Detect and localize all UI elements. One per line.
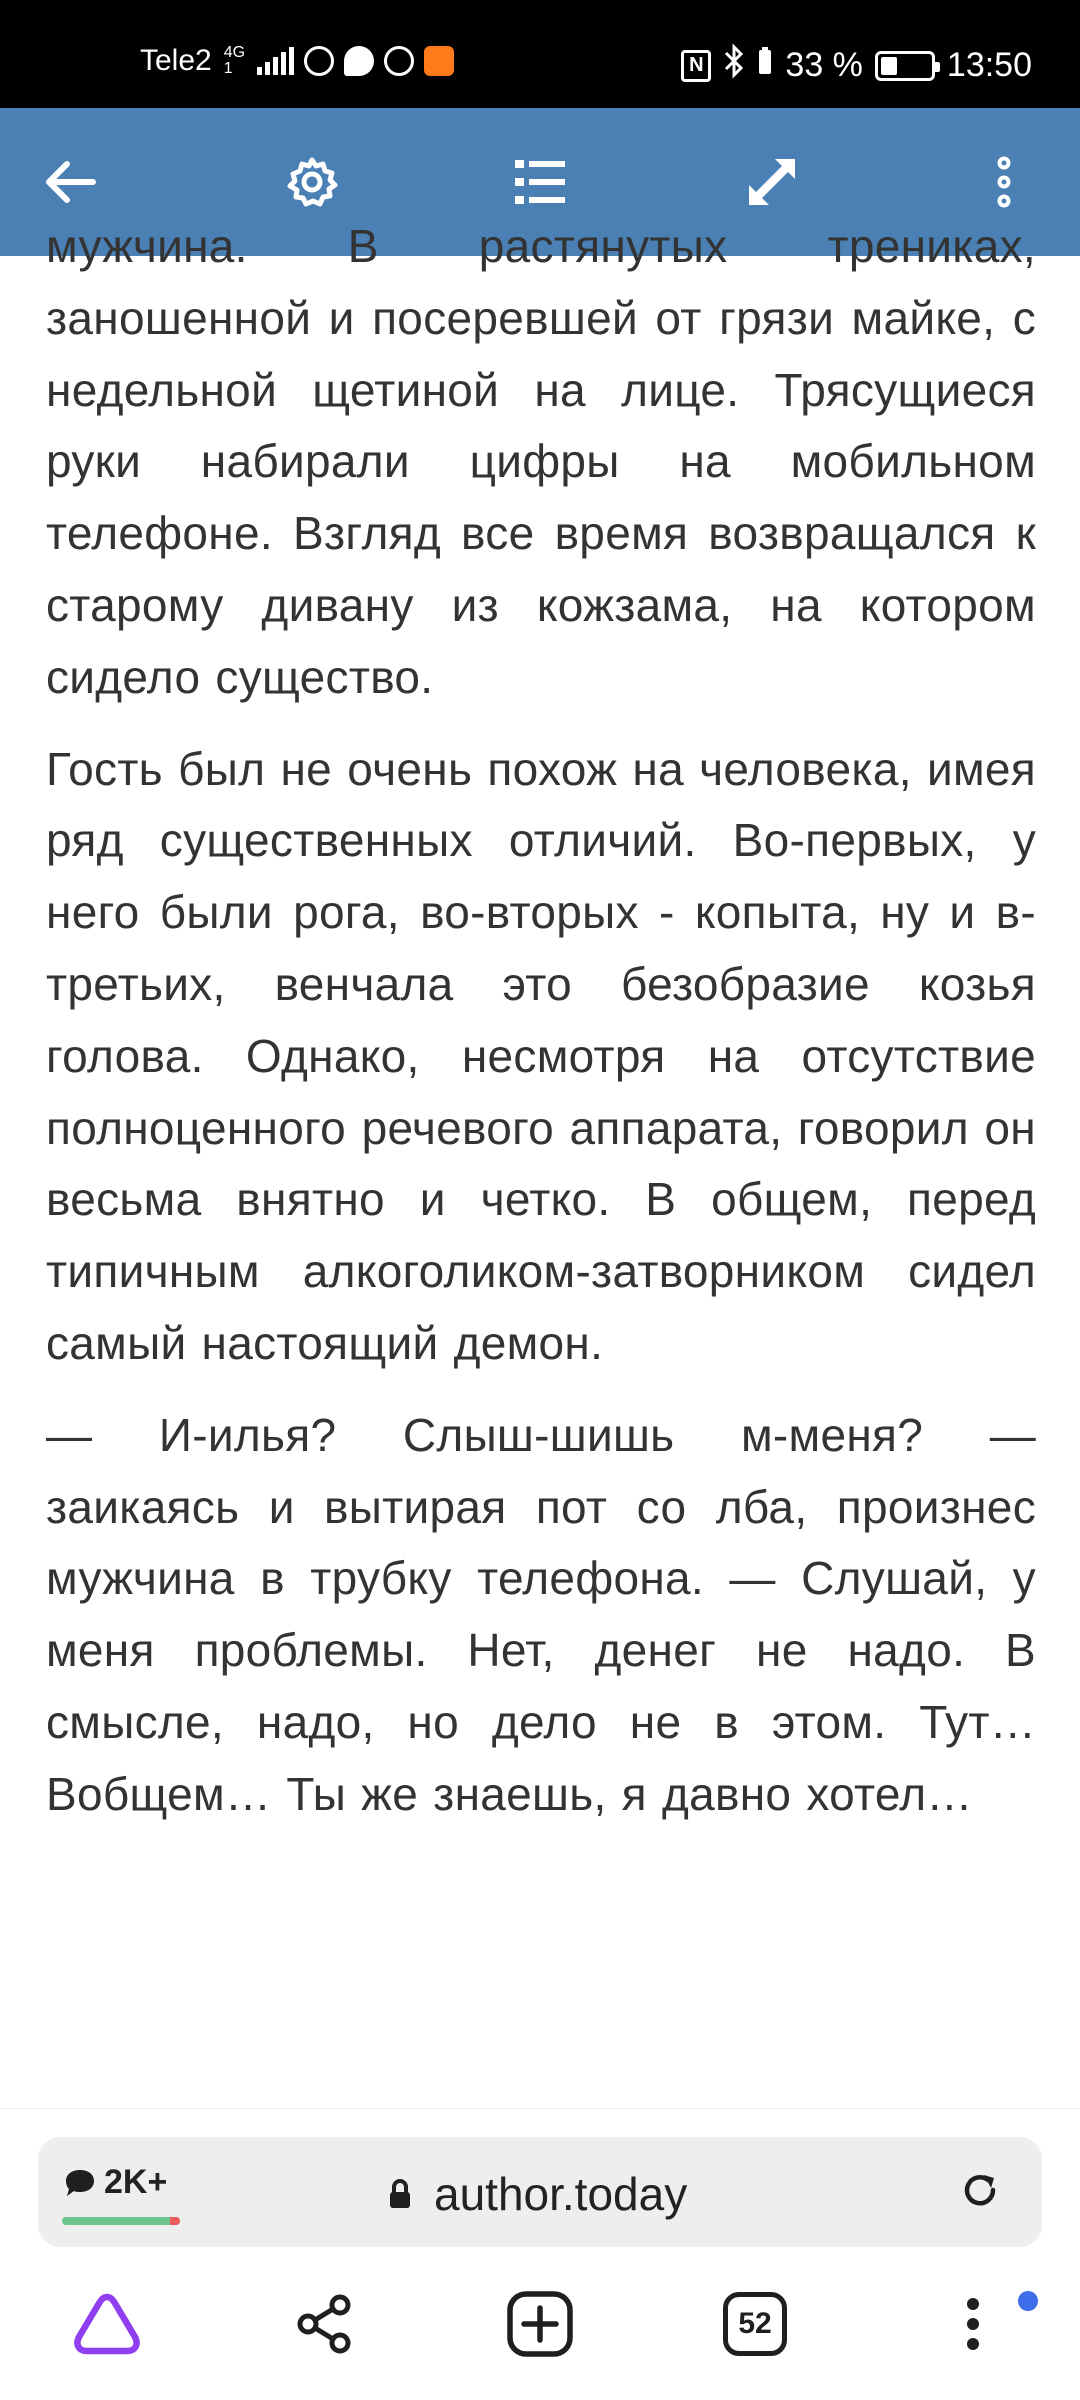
signal-icon [257, 47, 294, 75]
share-icon [294, 2293, 354, 2355]
url-text: author.today [434, 2168, 688, 2220]
status-left [140, 44, 454, 78]
battery-percent: 33 % [785, 46, 863, 84]
paragraph: — И-илья? Слыш-шишь м-меня? — заикаясь и вытирая пот со лба, произнес мужчина в трубку телефона. — Слушай, у меня проблемы. Нет, денег не надо. В смысле, надо, но дело не в этом. Тут… Вобщем… Ты же знаешь, я давно хотел… [46, 1408, 1036, 1820]
comments-button[interactable] [64, 2163, 167, 2202]
paragraph: Гость был не очень похож на человека, имея ряд существенных отличий. Во-первых, у него были рога, во-вторых - копыта, ну и в-третьих, венчала это безобразие козья голова. Однако, несмотря на отсутствие полноценного речевого аппарата, говорил он весьма внятно и четко. В общем, перед типичным алкоголиком-затворником сидел самый настоящий демон. [46, 742, 1036, 1369]
nfc-icon: N [681, 50, 711, 82]
status-bar [0, 0, 1080, 108]
whatsapp-icon [304, 46, 334, 76]
reload-icon [961, 2172, 1001, 2212]
back-button[interactable] [30, 142, 110, 222]
new-tab-button[interactable] [495, 2279, 585, 2369]
media-app-icon [424, 46, 454, 76]
back-arrow-icon [43, 158, 97, 206]
browser-bottom-panel [0, 2108, 1080, 2400]
table-of-contents-button[interactable] [500, 142, 580, 222]
tabs-button[interactable] [710, 2279, 800, 2369]
browser-menu-button[interactable] [928, 2279, 1018, 2369]
plus-square-icon [506, 2290, 574, 2358]
paragraph: мужчина. В растянутых трениках, заношенной и посеревшей от грязи майке, с недельной щетиной на лице. Трясущиеся руки набирали цифры на мобильном телефоне. Взгляд все время возвращался к старому дивану из кожзама, на котором сидело существо. [46, 220, 1036, 703]
alice-triangle-icon [71, 2291, 143, 2357]
fullscreen-icon [745, 155, 799, 209]
more-vertical-icon [965, 2296, 981, 2352]
battery-saver-icon [757, 46, 773, 85]
network-type [224, 45, 245, 77]
comments-rating-bar [62, 2217, 180, 2225]
message-icon [344, 46, 374, 76]
notification-dot [1018, 2291, 1038, 2311]
battery-icon [875, 51, 935, 81]
settings-button[interactable] [272, 142, 352, 222]
fullscreen-button[interactable] [732, 142, 812, 222]
settings-gear-icon [285, 155, 339, 209]
reader-content [46, 220, 1036, 2108]
network-type-bottom: 1 [223, 60, 233, 77]
carrier-name: Tele2 [140, 44, 212, 77]
tabs-count: 52 [723, 2292, 787, 2356]
clock: 13:50 [946, 46, 1032, 84]
more-options-button[interactable] [964, 142, 1044, 222]
alice-assistant-button[interactable] [62, 2279, 152, 2369]
address-bar[interactable] [38, 2137, 1042, 2247]
comments-count: 2K+ [104, 2163, 168, 2201]
more-vertical-icon [994, 156, 1014, 208]
share-button[interactable] [279, 2279, 369, 2369]
url-display[interactable] [388, 2167, 687, 2221]
lock-icon [388, 2178, 412, 2210]
comment-bubble-icon [64, 2168, 96, 2198]
reload-button[interactable] [956, 2167, 1006, 2217]
network-type-top: 4G [223, 44, 246, 61]
status-right [681, 44, 1032, 87]
bluetooth-icon [723, 44, 745, 87]
table-of-contents-icon [513, 158, 567, 206]
check-circle-icon [384, 46, 414, 76]
